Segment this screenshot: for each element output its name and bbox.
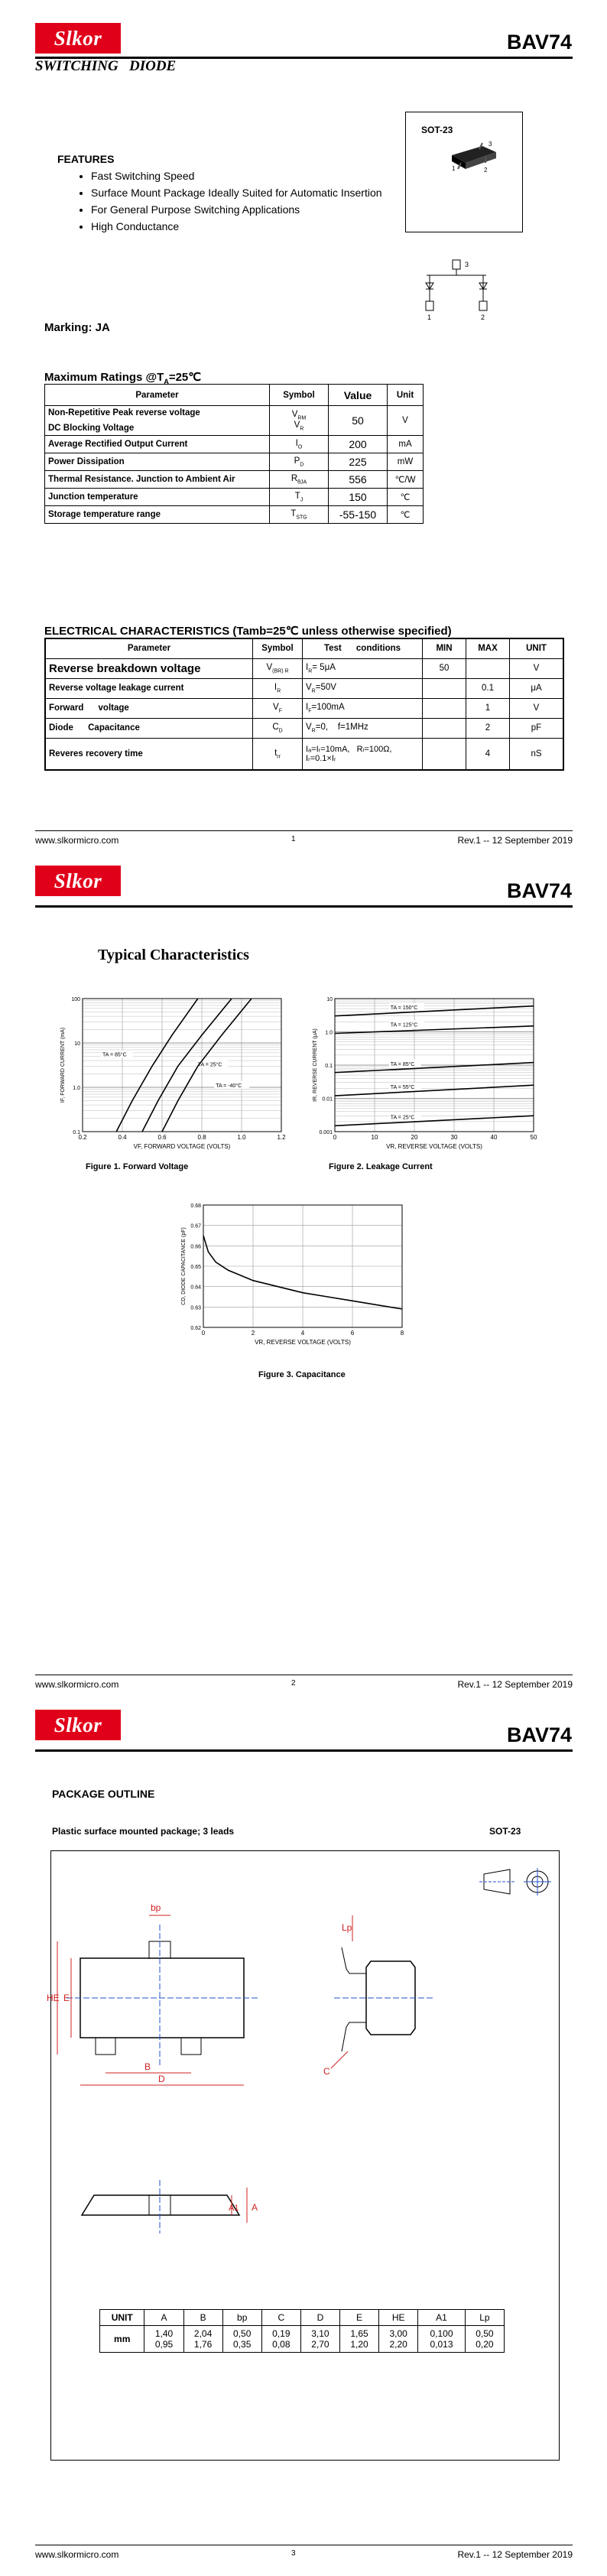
svg-text:Lp: Lp — [342, 1922, 352, 1933]
series-line — [335, 1063, 534, 1073]
svg-text:A1: A1 — [229, 2204, 239, 2213]
features-heading: FEATURES — [57, 153, 115, 165]
front-view-drawing — [82, 2180, 258, 2233]
series-line — [116, 999, 198, 1132]
y-tick-label: 0.62 — [190, 1326, 201, 1331]
leakage-current-chart — [301, 991, 546, 1159]
svg-text:D: D — [158, 2074, 165, 2084]
svg-text:1: 1 — [452, 165, 456, 172]
dim-cell: 0,100 0,013 — [418, 2326, 466, 2353]
side-view-drawing — [323, 1915, 433, 2077]
elec-heading: ELECTRICAL CHARACTERISTICS (Tamb=25℃ unless otherwise specified) — [44, 625, 452, 638]
y-tick-label: 0.65 — [190, 1265, 201, 1270]
part-number: BAV74 — [506, 879, 572, 902]
dim-cell: mm — [100, 2326, 144, 2353]
y-tick-label: 0.67 — [190, 1223, 201, 1230]
series-line — [335, 1026, 534, 1034]
dim-cell: 3,10 2,70 — [300, 2326, 339, 2353]
table-row: Storage temperature range $T_{STG}$ -55-150 ℃ — [45, 506, 424, 524]
x-tick-label: 50 — [530, 1134, 537, 1141]
svg-text:2: 2 — [484, 167, 488, 174]
y-tick-label: 0.1 — [73, 1130, 80, 1135]
dim-header: HE — [379, 2310, 418, 2326]
max-ratings-heading: Maximum Ratings $@T_A=25℃$ — [44, 371, 202, 385]
svg-text:HE: HE — [47, 1993, 60, 2003]
x-tick-label: 0.2 — [78, 1134, 87, 1141]
capacitance-chart — [170, 1197, 414, 1350]
x-tick-label: 8 — [400, 1330, 404, 1337]
header-rule — [35, 1749, 573, 1752]
page-number: 2 — [291, 1679, 296, 1688]
features — [57, 153, 382, 237]
svg-text:C: C — [323, 2066, 330, 2077]
x-tick-label: 2 — [251, 1330, 255, 1337]
table-row: Thermal Resistance. Junction to Ambient Air $R_{\theta JA}$ 556 ℃/W — [45, 471, 424, 489]
series-label: TA = 150°C — [390, 1005, 418, 1011]
series-line — [335, 1085, 534, 1096]
brand-logo: Slkor — [35, 866, 121, 896]
footer-rev: Rev.1 -- 12 September 2019 — [457, 1679, 573, 1690]
dim-cell: 0,50 0,20 — [465, 2326, 504, 2353]
y-tick-label: 0.63 — [190, 1305, 201, 1311]
y-tick-label: 0.1 — [325, 1064, 333, 1069]
dim-header: E — [339, 2310, 378, 2326]
forward-voltage-chart — [49, 991, 294, 1159]
diode-schematic-icon — [419, 255, 495, 324]
svg-text:3: 3 — [465, 261, 469, 268]
x-tick-label: 6 — [350, 1330, 355, 1337]
table-row: Reverse voltage leakage current $I_R$ $V_R=50V$ 0.1 μA — [45, 678, 563, 698]
dim-cell: 3,00 2,20 — [379, 2326, 418, 2353]
figure-1-caption: Figure 1. Forward Voltage — [86, 1162, 189, 1171]
x-tick-label: 0 — [333, 1134, 337, 1141]
dim-header: Lp — [465, 2310, 504, 2326]
table-row: Junction temperature $T_J$ 150 ℃ — [45, 489, 424, 506]
svg-text:B: B — [144, 2061, 151, 2072]
top-view-drawing — [47, 1902, 258, 2085]
dim-header: B — [183, 2310, 222, 2326]
table-row: Non-Repetitive Peak reverse voltage DC Blocking Voltage $V_{RM}$ $V_R$ 50 V — [45, 406, 424, 436]
series-label: TA = 125°C — [390, 1022, 418, 1028]
footer-url: www.slkormicro.com — [35, 1679, 119, 1690]
brand-logo: Slkor — [35, 23, 121, 54]
x-tick-label: 1.2 — [277, 1134, 286, 1141]
y-tick-label: 10 — [74, 1041, 80, 1047]
table-row: Average Rectified Output Current $I_O$ 200 mA — [45, 436, 424, 453]
svg-text:1: 1 — [427, 313, 432, 321]
dimensions-table — [99, 2309, 505, 2353]
x-tick-label: 0.8 — [197, 1134, 206, 1141]
x-tick-label: 1.0 — [237, 1134, 246, 1141]
footer-url: www.slkormicro.com — [35, 835, 119, 846]
y-tick-label: 1.0 — [325, 1030, 333, 1036]
table-row — [100, 2326, 505, 2353]
x-tick-label: 4 — [300, 1330, 305, 1337]
series-label: TA = 85°C — [390, 1061, 415, 1067]
table-row: Diode Capacitance $C_D$ $V_R=0$, f=1MHz 2 pF — [45, 718, 563, 738]
table-row: Forward voltage $V_F$ $I_F=100mA$ 1 V — [45, 698, 563, 718]
y-tick-label: 0.68 — [190, 1204, 201, 1209]
x-tick-label: 0.4 — [118, 1134, 127, 1141]
footer-rule — [35, 830, 573, 831]
figure-2-caption: Figure 2. Leakage Current — [329, 1162, 433, 1171]
projection-symbol-icon — [479, 1868, 551, 1895]
feature-item: • High Conductance — [91, 220, 382, 232]
svg-text:E: E — [63, 1993, 70, 2003]
y-axis-label: IF, FORWARD CURRENT (mA) — [60, 1027, 66, 1103]
table-header-row — [100, 2310, 505, 2326]
x-tick-label: 30 — [450, 1134, 458, 1141]
feature-item: • Fast Switching Speed — [91, 170, 382, 182]
max-ratings-table: Parameter Symbol Value Unit Non-Repetitive Peak reverse voltage DC Blocking Voltage $V_{RM}$ $V_R$ 50 V Average Rectified Output Current $I_O$ 200 mA Power Dissipation $P_D$ 225 mW Thermal Resistance. Junction to Ambient Air $R_{\theta JA}$ 556 ℃/W Junction temperature $T_J$ 150 ℃ Storage temperature range $T_{STG}$ -55-150 ℃ — [44, 384, 424, 524]
y-axis-label: CD, DIODE CAPACITANCE (pF) — [181, 1227, 187, 1305]
y-tick-label: 0.01 — [322, 1096, 333, 1103]
dim-cell: 2,04 1,76 — [183, 2326, 222, 2353]
x-axis-label: VR, REVERSE VOLTAGE (VOLTS) — [255, 1339, 351, 1346]
dim-header: D — [300, 2310, 339, 2326]
y-tick-label: 0.001 — [319, 1130, 333, 1135]
page-number: 3 — [291, 2549, 296, 2558]
series-label: TA = -40°C — [216, 1083, 242, 1089]
series-label: TA = 25°C — [390, 1115, 415, 1121]
x-tick-label: 0.6 — [157, 1134, 167, 1141]
dim-header: UNIT — [100, 2310, 144, 2326]
dim-header: A — [144, 2310, 183, 2326]
series-label: TA = 85°C — [102, 1052, 127, 1058]
y-tick-label: 1.0 — [73, 1086, 80, 1091]
series-line — [335, 1116, 534, 1126]
brand-logo: Slkor — [35, 1710, 121, 1740]
dim-cell: 0,50 0,35 — [222, 2326, 261, 2353]
x-tick-label: 40 — [490, 1134, 498, 1141]
svg-text:2: 2 — [481, 313, 485, 321]
table-row: Reveres recovery time $t_{rr}$ Iₐ=Iᵣ=10mA, Rₗ=100Ω, Iᵣ=0.1×Iᵣ 4 nS — [45, 738, 563, 770]
svg-text:3: 3 — [489, 141, 492, 148]
y-axis-label: IR, REVERSE CURRENT (μA) — [313, 1028, 318, 1102]
outline-drawing-frame — [47, 1850, 560, 2461]
outline-heading: PACKAGE OUTLINE — [52, 1788, 155, 1800]
x-axis-label: VR, REVERSE VOLTAGE (VOLTS) — [386, 1143, 482, 1150]
dim-cell: 1,40 0,95 — [144, 2326, 183, 2353]
feature-item: • Surface Mount Package Ideally Suited for Automatic Insertion — [91, 187, 382, 199]
dim-header: A1 — [418, 2310, 466, 2326]
dim-header: C — [261, 2310, 300, 2326]
table-row: Power Dissipation $P_D$ 225 mW — [45, 453, 424, 471]
marking: Marking: JA — [44, 321, 110, 334]
dim-cell: 1,65 1,20 — [339, 2326, 378, 2353]
part-number: BAV74 — [506, 31, 572, 54]
y-tick-label: 0.66 — [190, 1244, 201, 1250]
footer-rev: Rev.1 -- 12 September 2019 — [457, 2549, 573, 2560]
page-number: 1 — [291, 835, 296, 843]
package-label: SOT-23 — [421, 125, 453, 135]
plot-frame — [83, 999, 281, 1132]
header-rule — [35, 905, 573, 908]
outline-subheading: Plastic surface mounted package; 3 leads — [52, 1826, 235, 1837]
svg-text:A: A — [252, 2202, 258, 2213]
subtitle: SWITCHING DIODE — [35, 58, 177, 74]
dim-header: bp — [222, 2310, 261, 2326]
sot23-package-icon — [406, 112, 522, 232]
outline-package: SOT-23 — [489, 1826, 521, 1837]
x-tick-label: 20 — [411, 1134, 418, 1141]
figure-3-caption: Figure 3. Capacitance — [258, 1370, 346, 1379]
series-label: TA = 55°C — [390, 1085, 415, 1091]
table-row: Reverse breakdown voltage $V_{(BR) R}$ $I_R= 5\mu A$ 50 V — [45, 658, 563, 678]
typical-heading: Typical Characteristics — [98, 947, 249, 963]
footer-url: www.slkormicro.com — [35, 2549, 119, 2560]
package-box — [405, 112, 523, 232]
x-tick-label: 0 — [201, 1330, 206, 1337]
y-tick-label: 10 — [326, 997, 333, 1002]
x-tick-label: 10 — [371, 1134, 378, 1141]
series-label: TA = 25°C — [197, 1062, 222, 1068]
series-line — [335, 1006, 534, 1016]
feature-item: • For General Purpose Switching Applications — [91, 203, 382, 216]
y-tick-label: 100 — [71, 997, 80, 1002]
dim-cell: 0,19 0,08 — [261, 2326, 300, 2353]
footer-rev: Rev.1 -- 12 September 2019 — [457, 835, 573, 846]
part-number: BAV74 — [506, 1723, 572, 1746]
x-axis-label: VF, FORWARD VOLTAGE (VOLTS) — [133, 1143, 231, 1150]
svg-text:bp: bp — [151, 1902, 161, 1913]
y-tick-label: 0.64 — [190, 1285, 201, 1291]
elec-table: Parameter Symbol Test conditions MIN MAX UNIT Reverse breakdown voltage $V_{(BR) R}$ $I_R= 5\mu A$ 50 V Reverse voltage leakage current $I_R$ $V_R=50V$ 0.1 μA Forward voltage $V_F$ $I_F=100mA$ 1 V Diode Capacitance $C_D$ $V_R=0$, f=1MHz 2 pF Reveres recovery time $t_{rr}$ Iₐ=Iᵣ=10mA, Rₗ=100Ω, Iᵣ=0.1×Iᵣ 4 nS — [44, 638, 564, 771]
package-outline-drawing — [47, 1851, 559, 2460]
